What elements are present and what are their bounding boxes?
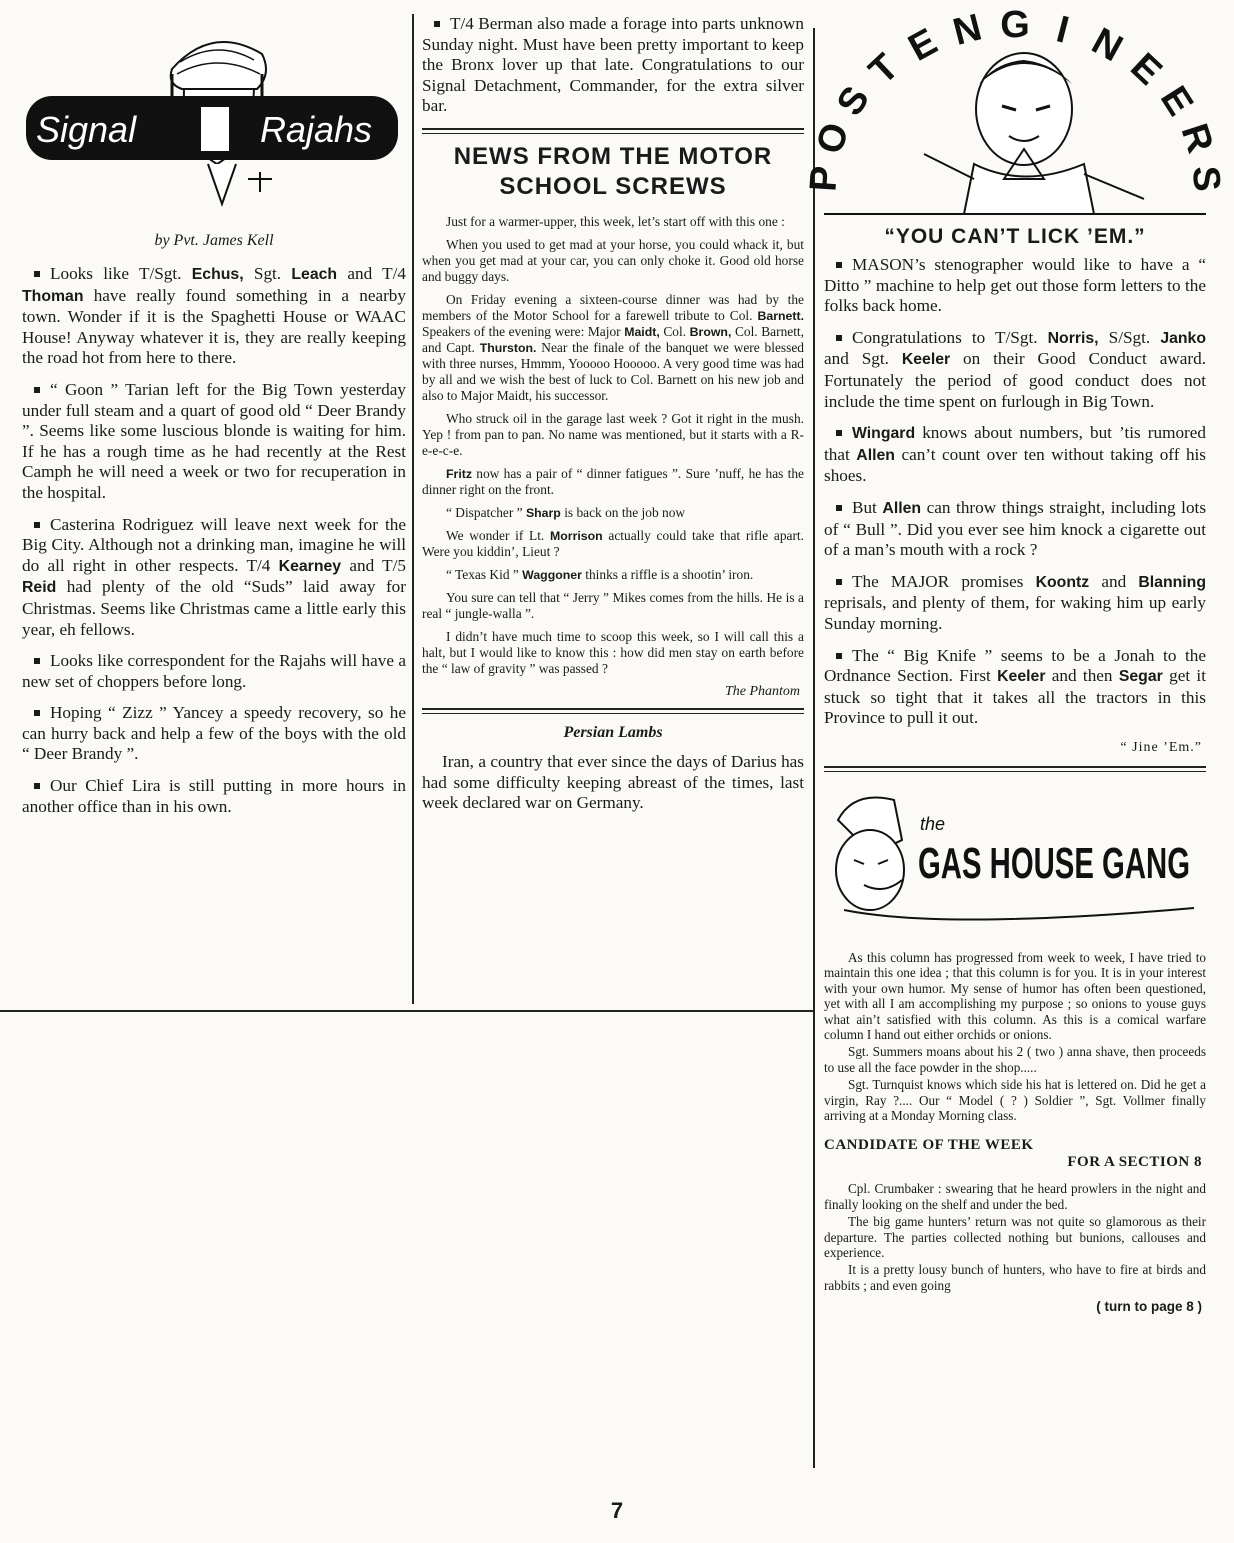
bullet-icon bbox=[836, 262, 842, 268]
text-run: “ Dispatcher ” bbox=[446, 504, 526, 520]
divider bbox=[824, 766, 1206, 772]
bold-name: Norris, bbox=[1047, 329, 1099, 347]
bullet-icon bbox=[836, 579, 842, 585]
logo-letter: E bbox=[1151, 79, 1201, 124]
text-run: Hoping “ Zizz ” Yancey a speedy recovery, so he can hurry back and help a few of the boys with the old “ Deer Brandy ”. bbox=[22, 703, 406, 764]
bold-name: Morrison bbox=[550, 528, 603, 543]
text-run: You sure can tell that “ Jerry ” Mikes comes from the hills. He is a real “ jungle-walla ”. bbox=[422, 589, 804, 621]
text-run: Sgt. bbox=[243, 264, 292, 283]
bold-name: Janko bbox=[1160, 329, 1207, 347]
post-item bbox=[824, 255, 1206, 317]
text-run: S/Sgt. bbox=[1098, 327, 1161, 347]
text-run: now has a pair of “ dinner fatigues ”. Sure ’nuff, he has the dinner right on the front. bbox=[422, 465, 804, 497]
signal-item bbox=[22, 776, 406, 817]
text-run: get it stuck so tight that it takes all the tractors in this Province to pull it out. bbox=[824, 666, 1206, 728]
text-run: But bbox=[852, 497, 883, 517]
bold-name: Blanning bbox=[1138, 573, 1206, 591]
right-column bbox=[802, 4, 1228, 1484]
text-run: The big game hunters’ return was not quite so glamorous as their departure. The parties collected nothing but bunions, callouses and experience. bbox=[824, 1214, 1206, 1260]
bullet-icon bbox=[836, 335, 842, 341]
logo-letter: S bbox=[1184, 164, 1228, 193]
text-run: Looks like T/Sgt. bbox=[50, 264, 192, 283]
bold-name: Thurston. bbox=[479, 340, 537, 355]
bold-name: Keeler bbox=[901, 351, 951, 369]
bold-name: Barnett. bbox=[757, 308, 804, 323]
text-run: T/4 Berman also made a forage into parts unknown Sunday night. Must have been pretty important to keep the Bronx lover up that late. Congratulations to our Signal Detachment, Commander, for the extra silver bar. bbox=[422, 14, 804, 116]
signal-item bbox=[22, 515, 406, 641]
text-run: swearing that he heard prowlers in the night and finally looking on the shelf and under the bed. bbox=[824, 1181, 1206, 1212]
motor-paragraph bbox=[422, 411, 804, 459]
text-run: knows about numbers, but ’tis rumored that bbox=[824, 423, 1206, 464]
text-run: Casterina Rodriguez will leave next week for the Big City. Although not a drinking man, imagine he will do all right in other respects. T/4 bbox=[22, 514, 406, 575]
logo-letter: O bbox=[808, 117, 858, 159]
gas-house-gang-logo bbox=[824, 780, 1206, 930]
bold-name: Allen bbox=[856, 446, 895, 464]
bold-name: Allen bbox=[882, 499, 922, 517]
text-run: Sgt. bbox=[1088, 1092, 1123, 1108]
middle-column bbox=[422, 14, 804, 1004]
bold-name: “ Model ( ? ) Soldier ”, bbox=[946, 1092, 1089, 1108]
bullet-icon bbox=[34, 710, 40, 716]
text-run: and T/5 bbox=[341, 555, 407, 575]
bold-name: Brown, bbox=[689, 324, 732, 339]
turn-page-note: ( turn to page 8 ) bbox=[1096, 1299, 1202, 1315]
motor-paragraph bbox=[422, 567, 804, 583]
motor-paragraph bbox=[422, 505, 804, 521]
text-run: Just for a warmer-upper, this week, let’s start off with this one : bbox=[446, 213, 785, 229]
bold-name: Segar bbox=[1118, 668, 1163, 686]
text-run: Congratulations to T/Sgt. bbox=[852, 327, 1048, 347]
logo-letter: T bbox=[861, 46, 907, 93]
candidate-heading-line1: CANDIDATE OF THE WEEK bbox=[824, 1137, 1034, 1154]
section-rule-bottom bbox=[0, 1010, 815, 1012]
gas-paragraph bbox=[824, 950, 1206, 1042]
page-number: 7 bbox=[610, 1498, 624, 1523]
text-run: Col. bbox=[659, 323, 690, 339]
text-run: Looks like correspondent for the Rajahs will have a new set of choppers before long. bbox=[22, 651, 406, 691]
post-engineers-illustration bbox=[802, 4, 1228, 219]
bullet-icon bbox=[34, 783, 40, 789]
signal-carryover bbox=[422, 14, 804, 117]
post-item bbox=[824, 423, 1206, 487]
text-run: thinks a riffle is a shootin’ iron. bbox=[581, 566, 754, 582]
signal-byline: by Pvt. James Kell bbox=[154, 232, 274, 249]
bold-name: Wingard bbox=[852, 425, 916, 443]
text-run: can throw things straight, including lots of “ Bull ”. Did you ever see him knock a cigarette out of a man’s mouth with a rock ? bbox=[824, 497, 1207, 560]
bold-name: Leach bbox=[291, 266, 338, 283]
bullet-icon bbox=[34, 387, 40, 393]
bullet-icon bbox=[434, 21, 440, 27]
signal-item bbox=[22, 264, 406, 369]
logo-letter: N bbox=[1084, 20, 1130, 71]
persian-lambs-title: Persian Lambs bbox=[563, 723, 663, 741]
text-run: and Sgt. bbox=[824, 349, 902, 369]
text-run: Near the finale of the banquet we were blessed with three nurses, Hmmm, Yooooo Hooooo. A very good time was had by all and we wish the best of luck to Col. Barnett on his new job and also to Major Maidt, his successor. bbox=[422, 339, 804, 403]
persian-lambs-text: Iran, a country that ever since the days of Darius has had some difficulty keeping abreast of the times, last week declared war on Germany. bbox=[422, 751, 804, 813]
text-run: Sgt. bbox=[848, 1077, 873, 1093]
text-run: and T/4 bbox=[337, 264, 406, 283]
bullet-icon bbox=[836, 505, 842, 511]
bullet-icon bbox=[34, 658, 40, 664]
text-run: On Friday evening a sixteen-course dinner was had by the members of the Motor School for a farewell tribute to Col. bbox=[422, 291, 804, 323]
gas-paragraph bbox=[824, 1044, 1206, 1075]
text-run: Cpl. bbox=[848, 1181, 875, 1197]
bullet-icon bbox=[836, 653, 842, 659]
logo-letter: E bbox=[1122, 45, 1170, 94]
motor-paragraph bbox=[422, 237, 804, 285]
bold-name: Reid bbox=[22, 579, 57, 597]
bold-name: Summers bbox=[872, 1044, 923, 1060]
post-engineers-signature: “ Jine ’Em.” bbox=[1120, 739, 1202, 755]
text-run: “ Texas Kid ” bbox=[446, 566, 523, 582]
candidate-heading bbox=[824, 1137, 1206, 1171]
signal-rajahs-logo bbox=[22, 14, 406, 214]
divider bbox=[422, 128, 804, 134]
signal-item bbox=[22, 703, 406, 765]
text-run: As this column has progressed from week to week, I have tried to maintain this one idea ; that this column is for you. It is in your interest with your own humor. My sense of humor has often been questioned, yet with all I am accomplishing my purpose ; so onions to youse guys what ain’t satisfied with this column. As this is a comical warfare column I hand out either orchids or onions. bbox=[824, 949, 1206, 1042]
motor-paragraph bbox=[422, 466, 804, 498]
logo-letter: N bbox=[948, 6, 986, 54]
text-run: reprisals, and plenty of them, for waking him up early Sunday morning. bbox=[824, 593, 1206, 633]
post-engineers-logo bbox=[802, 4, 1228, 219]
bold-name: Crumbaker : bbox=[874, 1181, 942, 1197]
text-run: finally arriving at a Monday Morning class. bbox=[824, 1092, 1207, 1123]
text-run: Col. Barnett, and Capt. bbox=[422, 323, 804, 355]
rajah-illustration bbox=[22, 14, 406, 214]
logo-letter: R bbox=[1172, 118, 1222, 158]
post-item bbox=[824, 646, 1206, 729]
logo-letter: P bbox=[802, 164, 846, 193]
text-run: The “ Big Knife ” seems to be a Jonah to the Ordnance Section. First bbox=[824, 645, 1206, 686]
motor-school-article bbox=[422, 214, 804, 677]
post-item bbox=[824, 498, 1206, 561]
text-run: The MAJOR promises bbox=[852, 571, 1036, 591]
candidate-paragraph bbox=[824, 1181, 1206, 1212]
text-run: and bbox=[1089, 571, 1139, 591]
bold-name: Kearney bbox=[278, 557, 342, 575]
candidate-heading-line2: FOR A SECTION 8 bbox=[1067, 1154, 1202, 1171]
text-run: Sgt. bbox=[848, 1044, 873, 1060]
logo-the-text: the bbox=[920, 813, 946, 834]
logo-letter: E bbox=[901, 20, 945, 70]
bold-name: Vollmer bbox=[1122, 1092, 1165, 1108]
bold-name: Maidt, bbox=[624, 324, 660, 339]
bullet-icon bbox=[34, 271, 40, 277]
text-run: actually could take that rifle apart. Were you kiddin’, Lieut ? bbox=[422, 527, 804, 559]
text-run: is back on the job now bbox=[560, 504, 686, 520]
carryover-item bbox=[422, 14, 804, 117]
text-run: knows which side his hat is lettered on. Did he get a virgin, Ray ?.... Our bbox=[824, 1077, 1206, 1108]
bold-name: Sharp bbox=[525, 505, 561, 520]
text-run: Who struck oil in the garage last week ? Got it right in the mush. Yep ! from pan to pan. No name was mentioned, but it starts with a R-e-e-c-e. bbox=[422, 410, 804, 458]
text-run: have really found something in a nearby town. Wonder if it is the Spaghetti House or WAAC House! Anyway whatever it is, they are really keeping the road hot from here to there. bbox=[22, 285, 406, 368]
text-run: on their Good Conduct award. Fortunately the period of good conduct does not include the time spent on furlough in Big Town. bbox=[824, 349, 1206, 411]
column-rule-left bbox=[412, 14, 414, 1004]
bold-name: Waggoner bbox=[522, 567, 582, 582]
post-item bbox=[824, 572, 1206, 635]
motor-school-signature: The Phantom bbox=[724, 683, 800, 699]
motor-paragraph bbox=[422, 590, 804, 622]
column-rule-right bbox=[813, 28, 815, 1468]
text-run: I didn’t have much time to scoop this week, so I will call this a halt, but I would like to know this : how did men stay on earth before the “ law of gravity ” was passed ? bbox=[422, 628, 804, 676]
text-run: had plenty of the old “Suds” laid away for Christmas. Seems like Christmas came a little early this year, eh fellows. bbox=[22, 577, 406, 639]
divider bbox=[422, 708, 804, 714]
gas-paragraph bbox=[824, 1077, 1206, 1123]
gas-house-gang-article bbox=[824, 950, 1206, 1123]
signal-item bbox=[22, 380, 406, 504]
logo-letter: G bbox=[1000, 4, 1030, 46]
motor-paragraph bbox=[422, 292, 804, 404]
bold-name: Koontz bbox=[1035, 573, 1090, 591]
signal-item bbox=[22, 651, 406, 692]
logo-letter: S bbox=[829, 79, 879, 124]
signal-rajahs-column bbox=[22, 14, 406, 1004]
text-run: It is a pretty lousy bunch of hunters, who have to fire at birds and rabbits ; and even going bbox=[824, 1262, 1206, 1293]
motor-school-headline: NEWS FROM THE MOTOR SCHOOL SCREWS bbox=[453, 142, 773, 200]
bullet-icon bbox=[836, 430, 842, 436]
text-run: MASON’s stenographer would like to have a “ Ditto ” machine to help get out those form letters to the folks back home. bbox=[824, 255, 1206, 316]
logo-rajahs-text: Rajahs bbox=[260, 109, 373, 150]
bold-name: Turnquist bbox=[872, 1077, 924, 1093]
candidate-paragraph bbox=[824, 1262, 1206, 1293]
bold-name: Keeler bbox=[997, 668, 1046, 686]
logo-gas-house-gang-text: GAS HOUSE GANG bbox=[918, 838, 1190, 888]
motor-paragraph bbox=[422, 528, 804, 560]
text-run: can’t count over ten without taking off his shoes. bbox=[824, 444, 1206, 486]
motor-paragraph bbox=[422, 214, 804, 230]
post-item bbox=[824, 328, 1206, 412]
text-run: “ Goon ” Tarian left for the Big Town yesterday under full steam and a quart of good old “ Deer Brandy ”. Seems like some luscious blonde is waiting for him. If he has a rough time as he had recently at the Rest Camph he will need a week or two for recuperation in the hospital. bbox=[22, 379, 406, 502]
signal-items bbox=[22, 264, 406, 817]
bullet-icon bbox=[34, 522, 40, 528]
candidate-paragraph bbox=[824, 1214, 1206, 1260]
logo-signal-text: Signal bbox=[36, 109, 137, 150]
candidate-article bbox=[824, 1181, 1206, 1293]
post-engineers-items bbox=[824, 255, 1206, 729]
text-run: When you used to get mad at your horse, you could whack it, but when you get mad at your car, you can only choke it. Good old horse and buggy days. bbox=[422, 236, 804, 284]
text-run: moans about his 2 ( two ) anna shave, then proceeds to use all the face powder in the shop..... bbox=[824, 1044, 1206, 1075]
text-run: We wonder if Lt. bbox=[446, 527, 551, 543]
logo-letter: I bbox=[1052, 8, 1073, 52]
bold-name: Fritz bbox=[446, 466, 472, 481]
text-run: Speakers of the evening were: Major bbox=[422, 323, 625, 339]
gas-house-gang-illustration bbox=[824, 780, 1206, 930]
text-run: Our Chief Lira is still putting in more hours in another office than in his own. bbox=[22, 776, 406, 816]
bold-name: Echus, bbox=[191, 266, 244, 283]
post-engineers-slogan: “YOU CAN’T LICK ’EM.” bbox=[884, 225, 1146, 248]
text-run: and then bbox=[1045, 666, 1119, 686]
motor-paragraph bbox=[422, 629, 804, 677]
bold-name: Thoman bbox=[22, 287, 84, 305]
